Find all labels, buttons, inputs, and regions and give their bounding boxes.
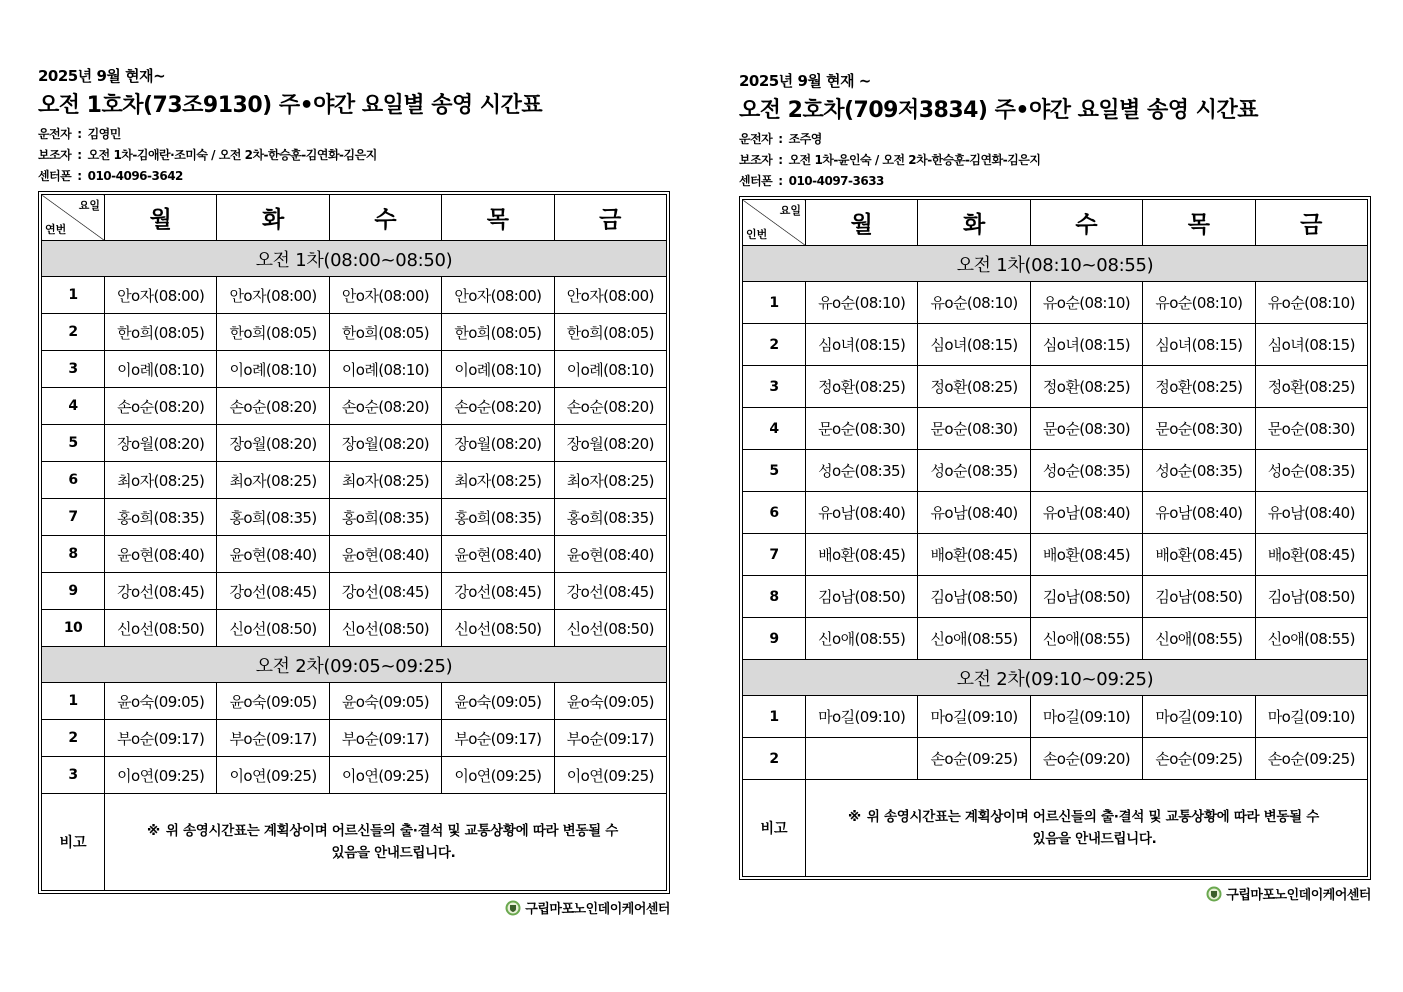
pickup-cell-mon: 김o남(08:50): [806, 576, 918, 618]
corner-day-label: 요일: [779, 204, 801, 217]
pickup-cell-mon: 성o순(08:35): [806, 450, 918, 492]
note-label: 비고: [743, 780, 806, 877]
pickup-cell-fri: 유o순(08:10): [1255, 282, 1367, 324]
pickup-cell-wed: 부o순(09:17): [329, 720, 441, 757]
pickup-cell-thu: 장o월(08:20): [442, 425, 554, 462]
pickup-cell-fri: 장o월(08:20): [554, 425, 666, 462]
pickup-cell-thu: 한o희(08:05): [442, 314, 554, 351]
pickup-cell-tue: 정o환(08:25): [918, 366, 1030, 408]
table-row: [743, 450, 1368, 492]
pickup-cell-mon: 윤o현(08:40): [105, 536, 217, 573]
pickup-cell-wed: 이o연(09:25): [329, 757, 441, 794]
pickup-cell-fri: 이o례(08:10): [554, 351, 666, 388]
assistant-label: 보조자: [739, 153, 773, 167]
row-number: 5: [42, 425, 105, 462]
table-row: [42, 351, 667, 388]
table-row: [42, 610, 667, 647]
schedule-table-frame: [739, 196, 1371, 880]
phone-line: 센터폰 : 010-4097-3633: [739, 171, 1371, 192]
row-number: 9: [42, 573, 105, 610]
day-header-wed: 수: [329, 195, 441, 241]
pickup-cell-mon: 윤o숙(09:05): [105, 683, 217, 720]
row-number: 1: [42, 277, 105, 314]
section-am1: [42, 241, 667, 647]
pickup-cell-tue: 윤o현(08:40): [217, 536, 329, 573]
pickup-cell-wed: 김o남(08:50): [1030, 576, 1142, 618]
pickup-cell-thu: 신o애(08:55): [1143, 618, 1255, 660]
pickup-cell-mon: 유o순(08:10): [806, 282, 918, 324]
table-row: [42, 462, 667, 499]
pickup-cell-wed: 신o애(08:55): [1030, 618, 1142, 660]
org-name: 구립마포노인데이케어센터: [1226, 888, 1371, 903]
table-row: [42, 314, 667, 351]
note-line-1: 위 송영시간표는 계획상이며 어르신들의 출·결석 및 교통상황에 따라 변동될 수: [866, 809, 1319, 825]
day-header-tue: 화: [918, 200, 1030, 246]
table-row: [743, 324, 1368, 366]
row-number: 7: [743, 534, 806, 576]
pickup-cell-tue: 성o순(08:35): [918, 450, 1030, 492]
pickup-cell-mon: 이o연(09:25): [105, 757, 217, 794]
day-header-tue: 화: [217, 195, 329, 241]
day-header-thu: 목: [1143, 200, 1255, 246]
schedule-table: [742, 199, 1368, 877]
pickup-cell-tue: 윤o숙(09:05): [217, 683, 329, 720]
pickup-cell-wed: 신o선(08:50): [329, 610, 441, 647]
row-number: 2: [42, 314, 105, 351]
pickup-cell-wed: 최o자(08:25): [329, 462, 441, 499]
pickup-cell-thu: 손o순(09:25): [1143, 738, 1255, 780]
section-am2: [743, 660, 1368, 780]
note-text: [806, 780, 1368, 877]
pickup-cell-mon: 홍o희(08:35): [105, 499, 217, 536]
pickup-cell-thu: 심o녀(08:15): [1143, 324, 1255, 366]
row-number: 10: [42, 610, 105, 647]
row-number: 3: [743, 366, 806, 408]
row-number: 6: [743, 492, 806, 534]
pickup-cell-mon: 최o자(08:25): [105, 462, 217, 499]
pickup-cell-tue: 심o녀(08:15): [918, 324, 1030, 366]
table-row: [42, 277, 667, 314]
footer-org: [38, 898, 670, 920]
row-number: 2: [42, 720, 105, 757]
day-header-fri: 금: [554, 195, 666, 241]
section-am1: [743, 246, 1368, 660]
sheet-title: 오전 1호차(73조9130) 주•야간 요일별 송영 시간표: [38, 93, 543, 118]
pickup-cell-thu: 정o환(08:25): [1143, 366, 1255, 408]
pickup-cell-thu: 성o순(08:35): [1143, 450, 1255, 492]
table-row: [42, 573, 667, 610]
pickup-cell-mon: 강o선(08:45): [105, 573, 217, 610]
pickup-cell-fri: 문o순(08:30): [1255, 408, 1367, 450]
pickup-cell-fri: 손o순(09:25): [1255, 738, 1367, 780]
section-header-row: [743, 660, 1368, 696]
section-header-row: [42, 647, 667, 683]
day-header-mon: 월: [806, 200, 918, 246]
note-text: [105, 794, 667, 891]
schedule-sheet-bus-2: [739, 71, 1371, 906]
pickup-cell-tue: 신o선(08:50): [217, 610, 329, 647]
assistant-line: 보조자 : 오전 1차-윤인숙 / 오전 2차-한승훈-김연화-김은지: [739, 150, 1371, 171]
pickup-cell-wed: 안o자(08:00): [329, 277, 441, 314]
row-number: 4: [42, 388, 105, 425]
row-number: 5: [743, 450, 806, 492]
pickup-cell-tue: 손o순(08:20): [217, 388, 329, 425]
section-title: 오전 1차(08:10~08:55): [743, 246, 1368, 282]
pickup-cell-fri: 홍o희(08:35): [554, 499, 666, 536]
table-row: [743, 492, 1368, 534]
pickup-cell-wed: 윤o숙(09:05): [329, 683, 441, 720]
pickup-cell-tue: 이o례(08:10): [217, 351, 329, 388]
table-row: [42, 388, 667, 425]
center-emblem-icon: [1206, 886, 1222, 906]
driver-label: 운전자: [38, 127, 72, 141]
pickup-cell-thu: 신o선(08:50): [442, 610, 554, 647]
pickup-cell-mon: 마o길(09:10): [806, 696, 918, 738]
row-number: 3: [42, 757, 105, 794]
table-row: [743, 534, 1368, 576]
pickup-cell-fri: 신o선(08:50): [554, 610, 666, 647]
section-title: 오전 2차(09:05~09:25): [42, 647, 667, 683]
pickup-cell-wed: 배o환(08:45): [1030, 534, 1142, 576]
pickup-cell-fri: 안o자(08:00): [554, 277, 666, 314]
pickup-cell-mon: 신o애(08:55): [806, 618, 918, 660]
table-row: [743, 738, 1368, 780]
schedule-table-frame: [38, 191, 670, 894]
pickup-cell-wed: 유o순(08:10): [1030, 282, 1142, 324]
pickup-cell-thu: 강o선(08:45): [442, 573, 554, 610]
pickup-cell-tue: 손o순(09:25): [918, 738, 1030, 780]
pickup-cell-mon: 장o월(08:20): [105, 425, 217, 462]
row-number: 6: [42, 462, 105, 499]
pickup-cell-fri: 신o애(08:55): [1255, 618, 1367, 660]
pickup-cell-thu: 배o환(08:45): [1143, 534, 1255, 576]
pickup-cell-wed: 심o녀(08:15): [1030, 324, 1142, 366]
pickup-cell-tue: 최o자(08:25): [217, 462, 329, 499]
pickup-cell-fri: 김o남(08:50): [1255, 576, 1367, 618]
note-line-2: 있음을 안내드립니다.: [1032, 831, 1157, 847]
driver-name: 김영민: [87, 127, 121, 141]
header-row: [743, 200, 1368, 246]
center-phone: 010-4096-3642: [87, 169, 183, 183]
org-name: 구립마포노인데이케어센터: [525, 902, 670, 917]
table-row: [743, 576, 1368, 618]
table-row: [743, 366, 1368, 408]
pickup-cell-thu: 손o순(08:20): [442, 388, 554, 425]
row-number: 2: [743, 738, 806, 780]
driver-line: 운전자 : 김영민: [38, 124, 670, 145]
corner-seq-label: 인번: [746, 228, 768, 241]
pickup-cell-tue: 마o길(09:10): [918, 696, 1030, 738]
assistant-names: 오전 1차-김애란·조미숙 / 오전 2차-한승훈-김연화-김은지: [87, 148, 377, 162]
pickup-cell-wed: 홍o희(08:35): [329, 499, 441, 536]
pickup-cell-thu: 윤o숙(09:05): [442, 683, 554, 720]
row-number: 2: [743, 324, 806, 366]
pickup-cell-tue: 신o애(08:55): [918, 618, 1030, 660]
reference-mark: ※: [848, 809, 861, 825]
pickup-cell-fri: 배o환(08:45): [1255, 534, 1367, 576]
pickup-cell-tue: 문o순(08:30): [918, 408, 1030, 450]
pickup-cell-tue: 이o연(09:25): [217, 757, 329, 794]
section-am2: [42, 647, 667, 794]
pickup-cell-mon: 유o남(08:40): [806, 492, 918, 534]
pickup-cell-fri: 강o선(08:45): [554, 573, 666, 610]
table-row: [42, 683, 667, 720]
pickup-cell-mon: 한o희(08:05): [105, 314, 217, 351]
pickup-cell-mon: 안o자(08:00): [105, 277, 217, 314]
row-number: 3: [42, 351, 105, 388]
pickup-cell-fri: 부o순(09:17): [554, 720, 666, 757]
pickup-cell-fri: 심o녀(08:15): [1255, 324, 1367, 366]
pickup-cell-wed: 이o례(08:10): [329, 351, 441, 388]
header-row: [42, 195, 667, 241]
pickup-cell-wed: 손o순(09:20): [1030, 738, 1142, 780]
pickup-cell-tue: 유o남(08:40): [918, 492, 1030, 534]
pickup-cell-wed: 한o희(08:05): [329, 314, 441, 351]
note-row: [42, 794, 667, 891]
pickup-cell-tue: 강o선(08:45): [217, 573, 329, 610]
note-line-1: 위 송영시간표는 계획상이며 어르신들의 출·결석 및 교통상황에 따라 변동될 수: [165, 823, 618, 839]
pickup-cell-mon: 손o순(08:20): [105, 388, 217, 425]
row-number: 1: [743, 282, 806, 324]
section-header-row: [743, 246, 1368, 282]
schedule-table: [41, 194, 667, 891]
footer-org: [739, 884, 1371, 906]
pickup-cell-wed: 성o순(08:35): [1030, 450, 1142, 492]
table-row: [42, 425, 667, 462]
phone-label: 센터폰: [739, 174, 773, 188]
row-number: 8: [42, 536, 105, 573]
schedule-sheet-bus-1: [38, 66, 670, 920]
pickup-cell-fri: 유o남(08:40): [1255, 492, 1367, 534]
driver-name: 조주영: [788, 132, 822, 146]
pickup-cell-mon: 정o환(08:25): [806, 366, 918, 408]
corner-seq-label: 연번: [45, 223, 67, 236]
pickup-cell-fri: 성o순(08:35): [1255, 450, 1367, 492]
pickup-cell-wed: 장o월(08:20): [329, 425, 441, 462]
pickup-cell-wed: 강o선(08:45): [329, 573, 441, 610]
pickup-cell-tue: 배o환(08:45): [918, 534, 1030, 576]
note-row: [743, 780, 1368, 877]
effective-date: 2025년 9월 현재 ~: [739, 72, 871, 90]
pickup-cell-thu: 윤o현(08:40): [442, 536, 554, 573]
pickup-cell-fri: 윤o현(08:40): [554, 536, 666, 573]
table-row: [743, 282, 1368, 324]
note-line-2: 있음을 안내드립니다.: [331, 845, 456, 861]
corner-day-label: 요일: [78, 199, 100, 212]
pickup-cell-fri: 최o자(08:25): [554, 462, 666, 499]
row-number: 1: [42, 683, 105, 720]
table-row: [743, 618, 1368, 660]
assistant-line: 보조자 : 오전 1차-김애란·조미숙 / 오전 2차-한승훈-김연화-김은지: [38, 145, 670, 166]
pickup-cell-fri: 이o연(09:25): [554, 757, 666, 794]
pickup-cell-wed: 손o순(08:20): [329, 388, 441, 425]
section-header-row: [42, 241, 667, 277]
pickup-cell-fri: 한o희(08:05): [554, 314, 666, 351]
pickup-cell-wed: 유o남(08:40): [1030, 492, 1142, 534]
pickup-cell-thu: 이o연(09:25): [442, 757, 554, 794]
pickup-cell-thu: 마o길(09:10): [1143, 696, 1255, 738]
day-header-mon: 월: [105, 195, 217, 241]
pickup-cell-wed: 윤o현(08:40): [329, 536, 441, 573]
pickup-cell-mon: 부o순(09:17): [105, 720, 217, 757]
table-row: [743, 408, 1368, 450]
pickup-cell-tue: 홍o희(08:35): [217, 499, 329, 536]
pickup-cell-wed: 문o순(08:30): [1030, 408, 1142, 450]
driver-label: 운전자: [739, 132, 773, 146]
pickup-cell-thu: 유o남(08:40): [1143, 492, 1255, 534]
phone-label: 센터폰: [38, 169, 72, 183]
day-header-thu: 목: [442, 195, 554, 241]
pickup-cell-thu: 홍o희(08:35): [442, 499, 554, 536]
pickup-cell-tue: 안o자(08:00): [217, 277, 329, 314]
pickup-cell-fri: 윤o숙(09:05): [554, 683, 666, 720]
center-phone: 010-4097-3633: [788, 174, 884, 188]
pickup-cell-tue: 한o희(08:05): [217, 314, 329, 351]
center-emblem-icon: [505, 900, 521, 920]
section-title: 오전 1차(08:00~08:50): [42, 241, 667, 277]
corner-header: [42, 195, 105, 241]
day-header-wed: 수: [1030, 200, 1142, 246]
pickup-cell-mon: 신o선(08:50): [105, 610, 217, 647]
row-number: 7: [42, 499, 105, 536]
row-number: 4: [743, 408, 806, 450]
pickup-cell-mon: 심o녀(08:15): [806, 324, 918, 366]
sheet-title: 오전 2호차(709저3834) 주•야간 요일별 송영 시간표: [739, 98, 1258, 123]
assistant-label: 보조자: [38, 148, 72, 162]
day-header-fri: 금: [1255, 200, 1367, 246]
effective-date: 2025년 9월 현재~: [38, 67, 166, 85]
pickup-cell-thu: 유o순(08:10): [1143, 282, 1255, 324]
pickup-cell-fri: 손o순(08:20): [554, 388, 666, 425]
pickup-cell-mon: 배o환(08:45): [806, 534, 918, 576]
pickup-cell-tue: 유o순(08:10): [918, 282, 1030, 324]
pickup-cell-thu: 김o남(08:50): [1143, 576, 1255, 618]
table-row: [42, 536, 667, 573]
driver-line: 운전자 : 조주영: [739, 129, 1371, 150]
section-title: 오전 2차(09:10~09:25): [743, 660, 1368, 696]
row-number: 8: [743, 576, 806, 618]
pickup-cell-mon: 문o순(08:30): [806, 408, 918, 450]
table-row: [42, 757, 667, 794]
corner-header: [743, 200, 806, 246]
note-label: 비고: [42, 794, 105, 891]
pickup-cell-thu: 이o례(08:10): [442, 351, 554, 388]
pickup-cell-thu: 부o순(09:17): [442, 720, 554, 757]
pickup-cell-fri: 마o길(09:10): [1255, 696, 1367, 738]
pickup-cell-mon: [806, 738, 918, 780]
table-row: [42, 720, 667, 757]
pickup-cell-thu: 최o자(08:25): [442, 462, 554, 499]
pickup-cell-tue: 부o순(09:17): [217, 720, 329, 757]
pickup-cell-fri: 정o환(08:25): [1255, 366, 1367, 408]
phone-line: 센터폰 : 010-4096-3642: [38, 166, 670, 187]
pickup-cell-thu: 안o자(08:00): [442, 277, 554, 314]
pickup-cell-mon: 이o례(08:10): [105, 351, 217, 388]
row-number: 1: [743, 696, 806, 738]
reference-mark: ※: [147, 823, 160, 839]
assistant-names: 오전 1차-윤인숙 / 오전 2차-한승훈-김연화-김은지: [788, 153, 1041, 167]
row-number: 9: [743, 618, 806, 660]
table-row: [743, 696, 1368, 738]
table-row: [42, 499, 667, 536]
pickup-cell-tue: 김o남(08:50): [918, 576, 1030, 618]
pickup-cell-wed: 마o길(09:10): [1030, 696, 1142, 738]
pickup-cell-thu: 문o순(08:30): [1143, 408, 1255, 450]
pickup-cell-tue: 장o월(08:20): [217, 425, 329, 462]
pickup-cell-wed: 정o환(08:25): [1030, 366, 1142, 408]
